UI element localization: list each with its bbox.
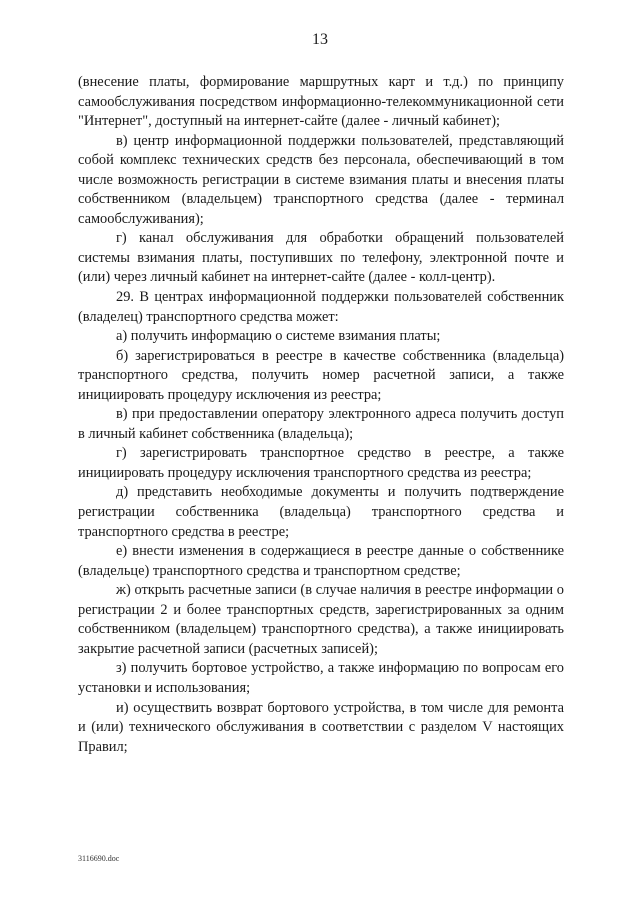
paragraph-item-a: а) получить информацию о системе взимания платы; (116, 328, 441, 345)
paragraph-item-zh: ж) открыть расчетные записи (в случае наличия в реестре информации о регистрации 2 и более транспортных средств, зарегистрированных за одним собственником (владельцем) транспортного средства), а также инициировать закрытие расчетной записи (расчетных записей); (78, 582, 564, 657)
paragraph-continuation: (внесение платы, формирование маршрутных карт и т.д.) по принципу самообслуживания посредством информационно-телекоммуникационной сети "Интернет", доступный на интернет-сайте (далее - личный кабинет); (78, 74, 564, 130)
paragraph-item-g-call-center: г) канал обслуживания для обработки обращений пользователей системы взимания платы, поступивших по телефону, электронной почте и (или) через личный кабинет на интернет-сайте (далее - колл-центр). (78, 230, 564, 286)
paragraph-item-v-terminal: в) центр информационной поддержки пользователей, представляющий собой комплекс технических средств без персонала, обеспечивающий в том числе возможность регистрации в системе взимания платы и внесения платы собственником (владельцем) транспортного средства (далее - терминал самообслуживания); (78, 132, 564, 227)
paragraph-item-g: г) зарегистрировать транспортное средство в реестре, а также инициировать процедуру исключения транспортного средства из реестра; (78, 445, 564, 481)
paragraph-item-e: е) внести изменения в содержащиеся в реестре данные о собственнике (владельце) транспортного средства и транспортном средстве; (78, 543, 564, 579)
paragraph-item-z: з) получить бортовое устройство, а также информацию по вопросам его установки и использования; (78, 660, 564, 696)
document-body (78, 73, 564, 757)
paragraph-clause-29: 29. В центрах информационной поддержки пользователей собственник (владелец) транспортного средства может: (78, 289, 564, 325)
paragraph-item-i: и) осуществить возврат бортового устройства, в том числе для ремонта и (или) технического обслуживания в соответствии с разделом V настоящих Правил; (78, 699, 564, 755)
paragraph-item-v: в) при предоставлении оператору электронного адреса получить доступ в личный кабинет собственника (владельца); (78, 406, 564, 442)
page-number: 13 (312, 31, 328, 48)
paragraph-item-d: д) представить необходимые документы и получить подтверждение регистрации собственника (владельца) транспортного средства и транспортного средства в реестре; (78, 484, 564, 540)
footer-file-code: 3116690.doc (78, 854, 120, 863)
paragraph-item-b: б) зарегистрироваться в реестре в качестве собственника (владельца) транспортного средства, получить номер расчетной записи, а также инициировать процедуру исключения из реестра; (78, 347, 564, 403)
